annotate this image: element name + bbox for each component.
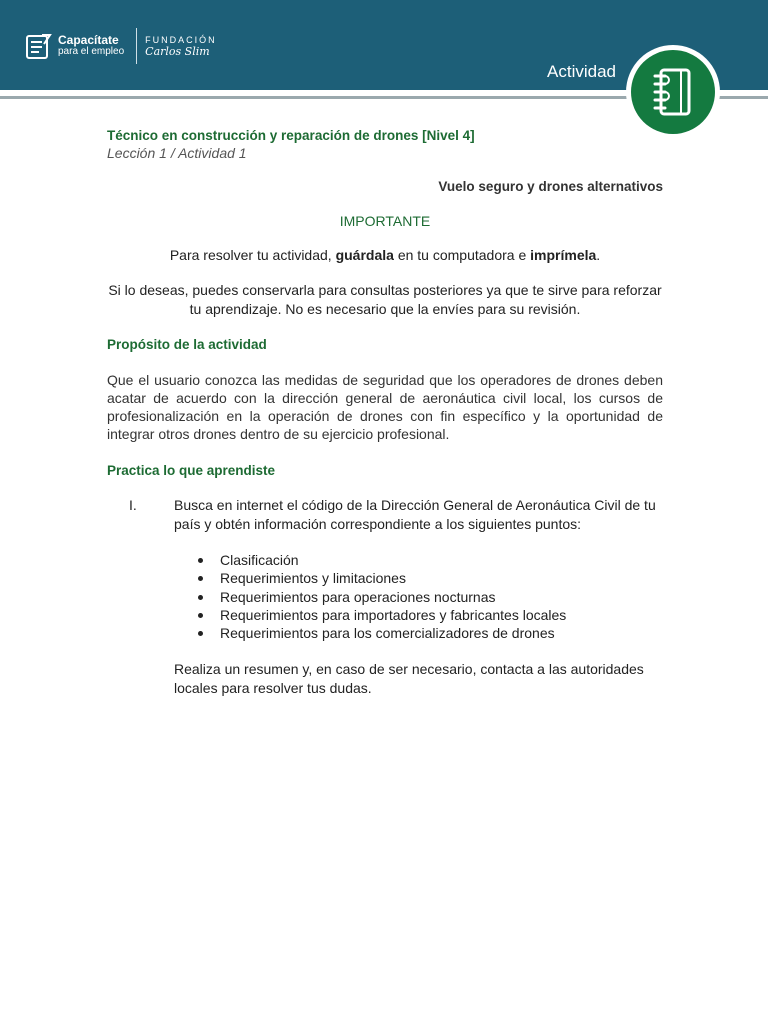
activity-subtitle: Vuelo seguro y drones alternativos [438, 179, 663, 194]
note-text: Si lo deseas, puedes conservarla para consultas posteriores ya que te sirve para reforzar tu aprendizaje. No es necesario que la envíes para su revisión. [108, 282, 662, 317]
course-title: Técnico en construcción y reparación de drones [Nivel 4] [107, 128, 475, 143]
step-item [107, 496, 663, 697]
logo-text [58, 34, 124, 58]
logo-sub: para el empleo [58, 46, 125, 57]
list-item: Clasificación [174, 551, 663, 569]
instruction-text [107, 247, 663, 263]
instruction-bold-print: imprímela [530, 247, 597, 263]
list-item: Requerimientos para los comercializadores de drones [174, 624, 663, 642]
practice-heading: Practica lo que aprendiste [107, 463, 276, 478]
list-item: Requerimientos para importadores y fabricantes locales [174, 606, 663, 624]
important-label: IMPORTANTE [339, 213, 431, 229]
lesson-label: Lección 1 / Actividad 1 [107, 145, 247, 161]
list-item: Requerimientos para operaciones nocturnas [174, 588, 663, 606]
logo [24, 28, 217, 64]
document-body [107, 128, 663, 697]
step-text: Busca en internet el código de la Dirección General de Aeronáutica Civil de tu país y obtén información correspondiente a los siguientes puntos: [174, 497, 656, 532]
purpose-heading: Propósito de la actividad [107, 337, 267, 352]
list-item: Requerimientos y limitaciones [174, 569, 663, 587]
notebook-icon [651, 66, 695, 118]
activity-label: Actividad [547, 62, 616, 81]
bullet-list [174, 551, 663, 642]
instruction-part: . [596, 247, 601, 263]
foundation-top: FUNDACIÓN [145, 35, 217, 45]
checklist-icon [24, 32, 52, 60]
purpose-text: Que el usuario conozca las medidas de seguridad que los operadores de drones deben acatar de acuerdo con la dirección general de aeronáutica civil local, los cursos de profesionalización en la operación de drones con fin específico y la oportunidad de integrar otros drones dentro de su ejercicio profesional. [107, 372, 663, 442]
instruction-part: en tu computadora e [393, 247, 531, 263]
badge-circle [631, 50, 715, 134]
logo-divider [136, 28, 137, 64]
logo-main: Capacítate [58, 33, 119, 47]
step-number: I. [129, 497, 137, 513]
instruction-bold-save: guárdala [335, 247, 394, 263]
foundation-logo [145, 35, 217, 57]
instruction-part: Para resolver tu actividad, [169, 247, 336, 263]
foundation-signature: Carlos Slim [145, 45, 210, 58]
activity-badge [626, 45, 720, 139]
step-body [174, 496, 663, 697]
summary-text: Realiza un resumen y, en caso de ser necesario, contacta a las autoridades locales para resolver tus dudas. [174, 661, 644, 696]
